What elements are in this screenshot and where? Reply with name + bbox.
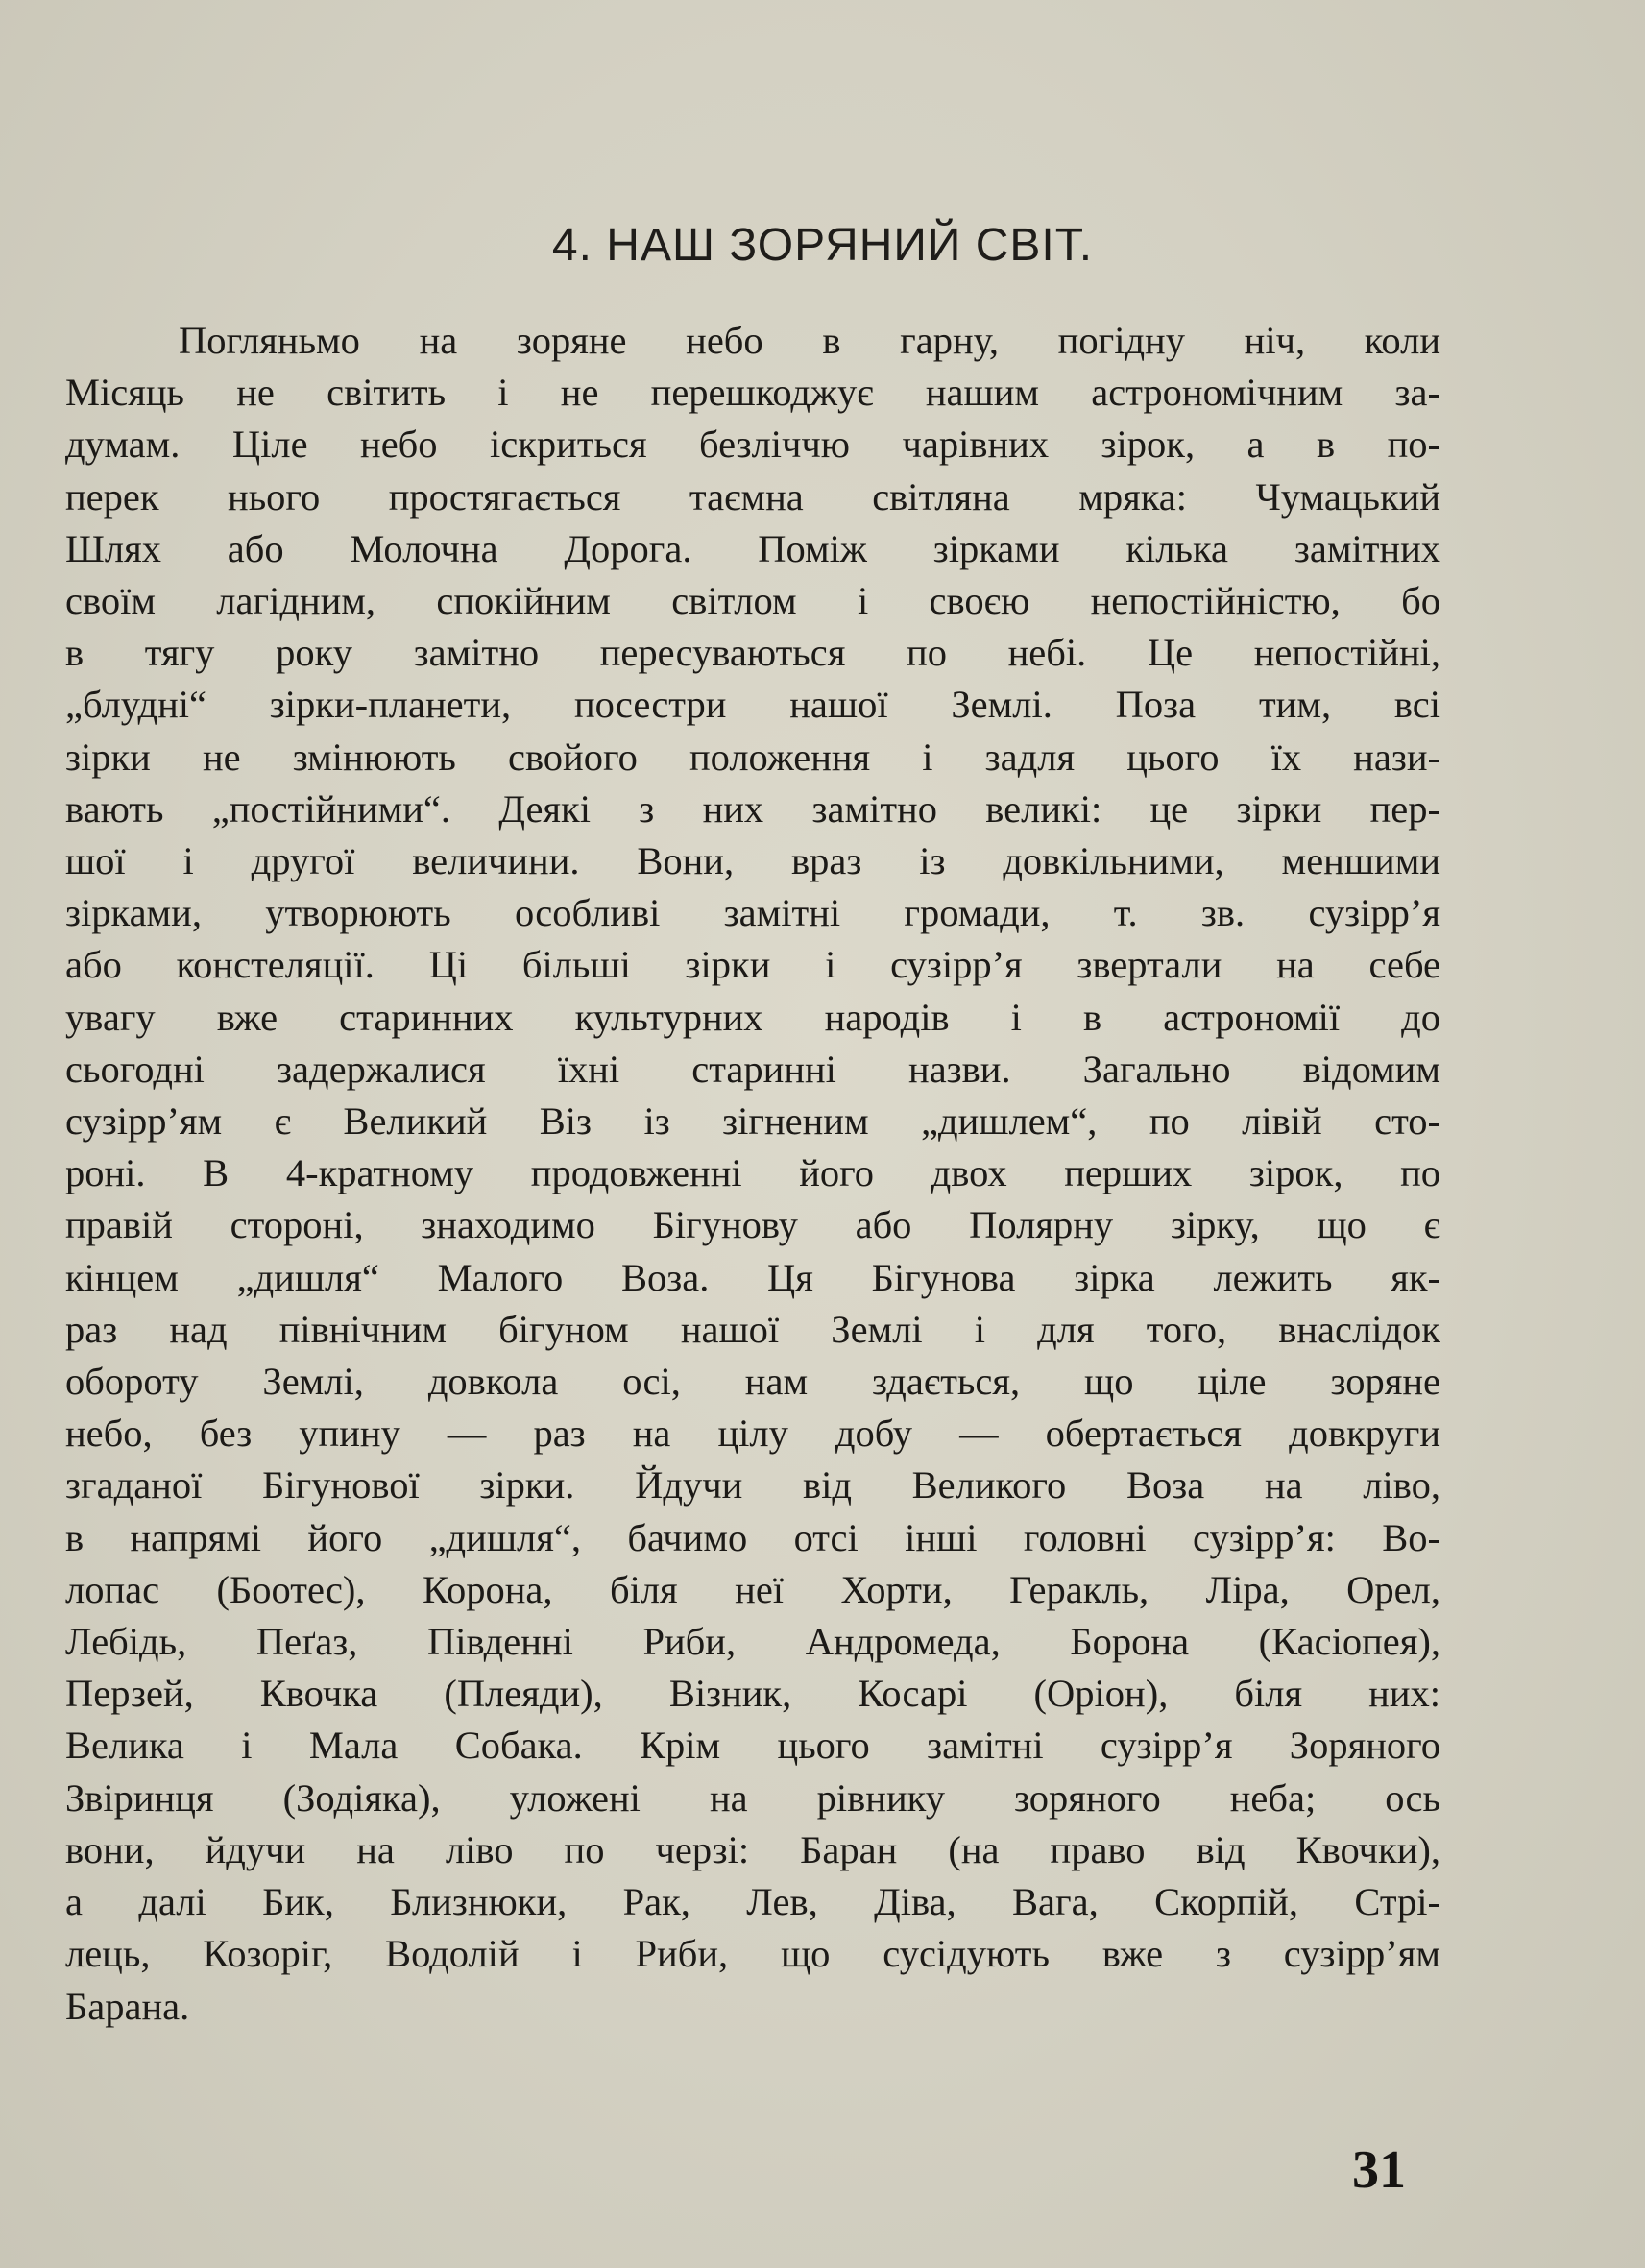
text-line: правій стороні, знаходимо Бігунову або Полярну зірку, що є [65,1203,1440,1247]
text-line: Звіринця (Зодіяка), уложені на рівнику зоряного неба; ось [65,1775,1440,1820]
text-line: а далі Бик, Близнюки, Рак, Лев, Діва, Вага, Скорпій, Стрі- [65,1880,1440,1924]
text-line: вони, йдучи на ліво по черзі: Баран (на право від Квочки), [65,1827,1440,1871]
text-line: лець, Козоріг, Водолій і Риби, що сусідують вже з сузірр’ям [65,1932,1440,1976]
text-line: Місяць не світить і не перешкоджує нашим астрономічним за- [65,371,1440,415]
page-number: 31 [1352,2140,1406,2200]
text-line: небо, без упину — раз на цілу добу — обертається довкруги [65,1411,1440,1456]
text-line: раз над північним бігуном нашої Землі і для того, внаслідок [65,1307,1440,1351]
text-line: сузірр’ям є Великий Віз із зігненим „дишлем“, по лівій сто- [65,1099,1440,1144]
page-title: 4. НАШ ЗОРЯНИЙ СВІТ. [551,220,1094,271]
text-line: сьогодні задержалися їхні старинні назви. Загально відомим [65,1047,1440,1091]
text-line: вають „постійними“. Деякі з них замітно великі: це зірки пер- [65,786,1440,831]
text-line: Барана. [65,1984,190,2028]
body-paragraph [65,315,1440,2033]
text-line: думам. Ціле небо іскриться безліччю чарівних зірок, а в по- [65,422,1440,467]
text-line: увагу вже старинних культурних народів і в астрономії до [65,995,1440,1039]
text-line: своїм лагідним, спокійним світлом і своєю непостійністю, бо [65,579,1440,623]
text-line: перек нього простягається таємна світляна мряка: Чумацький [65,474,1440,519]
text-line: шої і другої величини. Вони, враз із довкільними, меншими [65,839,1440,883]
text-line: або констеляції. Ці більші зірки і сузірр’я звертали на себе [65,943,1440,987]
text-line: в тягу року замітно пересуваються по небі. Це непостійні, [65,631,1440,675]
text-line: згаданої Бігунової зірки. Йдучи від Великого Воза на ліво, [65,1463,1440,1508]
text-line: в напрямі його „дишля“, бачимо отсі інші головні сузірр’я: Во- [65,1515,1440,1559]
text-line: Шлях або Молочна Дорога. Поміж зірками кілька замітних [65,526,1440,570]
text-line: обороту Землі, довкола осі, нам здається, що ціле зоряне [65,1360,1440,1404]
text-line: роні. В 4-кратному продовженні його двох перших зірок, по [65,1151,1440,1195]
text-line: Погляньмо на зоряне небо в гарну, погідну ніч, коли [179,319,1440,362]
text-line: „блудні“ зірки-планети, посестри нашої Землі. Поза тим, всі [65,683,1440,727]
text-line: кінцем „дишля“ Малого Воза. Ця Бігунова зірка лежить як- [65,1255,1440,1299]
text-line: Перзей, Квочка (Плеяди), Візник, Косарі (Оріон), біля них: [65,1672,1440,1716]
text-line: Лебідь, Пеґаз, Південні Риби, Андромеда, Борона (Касіопея), [65,1620,1440,1664]
text-line: зірками, утворюють особливі замітні громади, т. зв. сузірр’я [65,891,1440,935]
text-line: зірки не змінюють свойого положення і задля цього їх нази- [65,735,1440,779]
text-line: Велика і Мала Собака. Крім цього замітні сузірр’я Зоряного [65,1724,1440,1768]
text-line: лопас (Боотес), Корона, біля неї Хорти, Геракль, Ліра, Орел, [65,1567,1440,1611]
